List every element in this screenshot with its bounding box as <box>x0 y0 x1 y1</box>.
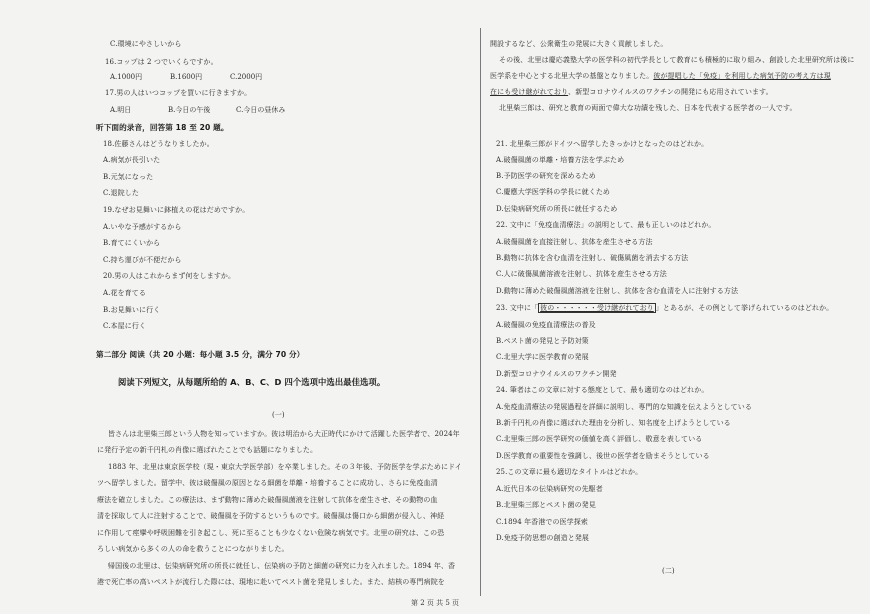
q19-option-b: B.育てにくいから <box>103 239 161 247</box>
passage-line-7: に作用して痙攣や呼吸困難を引き起こし、死に至ることも少なくない危険な病気です。北里の研究は、この恐 <box>97 529 445 537</box>
q22-option-d: D.動物に薄めた破傷風菌溶液を注射し、抗体を含む血清を人に注射する方法 <box>496 287 739 295</box>
passage-cont-line-1: 開設するなど、公衆衛生の発展に大きく貢献しました。 <box>490 40 668 48</box>
q24-stem: 24. 筆者はこの文章に対する態度として、最も適切なのはどれか。 <box>496 386 709 394</box>
page-footer: 第 2 页 共 5 页 <box>410 599 460 607</box>
passage-cont-line-5: 北里柴三郎は、研究と教育の両面で偉大な功績を残した、日本を代表する医学者の一人です。 <box>499 104 797 112</box>
q16-option-a: A.1000円 <box>110 73 143 81</box>
q16-stem: 16.コップは 2 つでいくらですか。 <box>105 58 218 66</box>
q21-stem: 21. 北里柴三郎がドイツへ留学したきっかけとなったのはどれか。 <box>496 140 709 148</box>
q25-stem: 25.この文章に最も適切なタイトルはどれか。 <box>496 468 643 476</box>
column-divider <box>480 28 481 596</box>
q21-option-d: D.伝染病研究所の所長に就任するため <box>496 205 618 213</box>
passage-cont-line-2: その後、北里は慶応義塾大学の医学科の初代学長として教育にも積極的に取り組み、創設した北里研究所は後に <box>499 56 855 64</box>
passage-line-5: 療法を確立しました。この療法は、まず動物に薄めた破傷風菌液を注射して抗体を産生させ、その動物の血 <box>97 496 438 504</box>
q17-option-c: C.今日の昼休み <box>236 106 286 114</box>
q25-option-a: A.近代日本の伝染病研究の先駆者 <box>496 485 603 493</box>
q18-option-c: C.退院した <box>103 189 139 197</box>
q18-option-a: A.病気が長引いた <box>103 156 161 164</box>
q24-option-d: D.医学教育の重要性を強調し、後世の医学者を励まそうとしている <box>496 452 710 460</box>
q23-stem-post: 」とあるが、その例として挙げられているのはどれか。 <box>655 304 834 312</box>
passage-line-8: ろしい病気から多くの人の命を救うことにつながりました。 <box>97 545 289 553</box>
q21-option-c: C.慶應大学医学科の学長に就くため <box>496 188 611 196</box>
q17-option-a: A.明日 <box>110 106 132 114</box>
q25-option-d: D.免疫予防思想の創造と発展 <box>496 534 589 542</box>
passage-line-4: ツへ留学しました。留学中、彼は破傷風の原因となる細菌を単離・培養することに成功し、さらに免疫血清 <box>97 479 438 487</box>
q22-option-b: B.動物に抗体を含む血清を注射し、破傷風菌を消去する方法 <box>496 254 689 262</box>
passage-cont-text: 、新型コロナウイルスのワクチンの開発にも応用されています。 <box>568 88 773 96</box>
next-passage-number: (二) <box>662 567 675 575</box>
q16-option-b: B.1600円 <box>170 73 203 81</box>
q23-stem <box>496 304 833 313</box>
passage-line-3: 1883 年、北里は東京医学校（現・東京大学医学部）を卒業しました。その３年後、予防医学を学ぶためにドイ <box>108 463 462 471</box>
q17-stem: 17.男の人はいつコップを買いに行きますか。 <box>105 89 252 97</box>
q23-stem-pre: 23. 文中に「 <box>496 304 539 312</box>
reading-instruction: 阅读下列短文，从每题所给的 A、B、C、D 四个选项中选出最佳选项。 <box>118 377 386 387</box>
q23-option-c: C.北里大学に医学教育の発展 <box>496 353 589 361</box>
passage-line-6: 清を採取して人に注射することで、破傷風を予防するというものです。破傷風は傷口から細菌が侵入し、神経 <box>97 512 445 520</box>
q25-option-c: C.1894 年香港での医学探索 <box>496 518 588 526</box>
passage-cont-text: 医学系を中心とする北里大学の基盤となりました。 <box>490 72 654 80</box>
passage-line-9: 帰国後の北里は、伝染病研究所の所長に就任し、伝染病の予防と細菌の研究に力を入れました。1894 年、香 <box>108 562 456 570</box>
q20-option-a: A.花を育てる <box>103 289 146 297</box>
q23-quoted-phrase: 彼の・・・・・・受け継がれており <box>540 304 654 312</box>
q21-option-a: A.破傷風菌の単離・培養方法を学ぶため <box>496 156 625 164</box>
q15-option-c: C.環境にやさしいから <box>110 40 182 48</box>
q18-stem: 18.佐藤さんはどうなりましたか。 <box>103 140 214 148</box>
passage-cont-line-3 <box>490 72 831 81</box>
q20-option-c: C.本屋に行く <box>103 322 147 330</box>
q23-option-d: D.新型コロナウイルスのワクチン開発 <box>496 370 617 378</box>
q22-option-c: C.人に破傷風菌溶液を注射し、抗体を産生させる方法 <box>496 270 667 278</box>
q20-stem: 20.男の人はこれからまず何をしますか。 <box>103 272 236 280</box>
q16-option-c: C.2000円 <box>230 73 263 81</box>
part2-header: 第二部分 阅读（共 20 小题：每小题 3.5 分，满分 70 分） <box>96 350 305 359</box>
underlined-phrase-part-1: 彼が提唱した「免疫」を利用した病気予防の考え方は現 <box>653 72 831 80</box>
passage-line-2: に発行予定の新千円札の肖像に選ばれたことでも話題になりました。 <box>97 446 318 454</box>
passage-number: (一) <box>272 411 285 419</box>
q24-option-b: B.新千円札の肖像に選ばれた理由を分析し、知名度を上げようとしている <box>496 419 731 427</box>
passage-line-10: 港で死亡率の高いペストが流行した際には、現地に赴いてペスト菌を発見しました。また、結核の専門病院を <box>97 578 445 586</box>
q23-option-b: B.ペスト菌の発見と予防対策 <box>496 337 589 345</box>
q21-option-b: B.予防医学の研究を深めるため <box>496 172 596 180</box>
q19-option-c: C.持ち運びが不便だから <box>103 256 182 264</box>
q23-option-a: A.破傷風の免疫血清療法の普及 <box>496 321 596 329</box>
q22-option-a: A.破傷風菌を直接注射し、抗体を産生させる方法 <box>496 238 653 246</box>
q20-option-b: B.お見舞いに行く <box>103 306 161 314</box>
q19-stem: 19.なぜお見舞いに鉢植えの花はだめですか。 <box>103 206 250 214</box>
q24-option-a: A.免疫血清療法の発展過程を詳細に説明し、専門的な知識を伝えようとしている <box>496 403 752 411</box>
underlined-phrase-part-2: 在にも受け継がれており <box>490 88 569 96</box>
q18-option-b: B.元気になった <box>103 173 154 181</box>
passage-line-1: 皆さんは北里柴三郎という人物を知っていますか。彼は明治から大正時代にかけて活躍した医学者で、2024年 <box>108 430 460 438</box>
passage-cont-line-4 <box>490 88 773 97</box>
q17-option-b: B.今日の午後 <box>168 106 211 114</box>
listening-header: 听下面的录音，回答第 18 至 20 题。 <box>96 123 229 132</box>
q22-stem: 22. 文中に「免疫血清療法」の説明として、最も正しいのはどれか。 <box>496 221 716 229</box>
q25-option-b: B.北里柴三郎とペスト菌の発見 <box>496 501 596 509</box>
q19-option-a: A.いやな予感がするから <box>103 223 182 231</box>
q24-option-c: C.北里柴三郎の医学研究の価値を高く評価し、敬意を表している <box>496 435 703 443</box>
